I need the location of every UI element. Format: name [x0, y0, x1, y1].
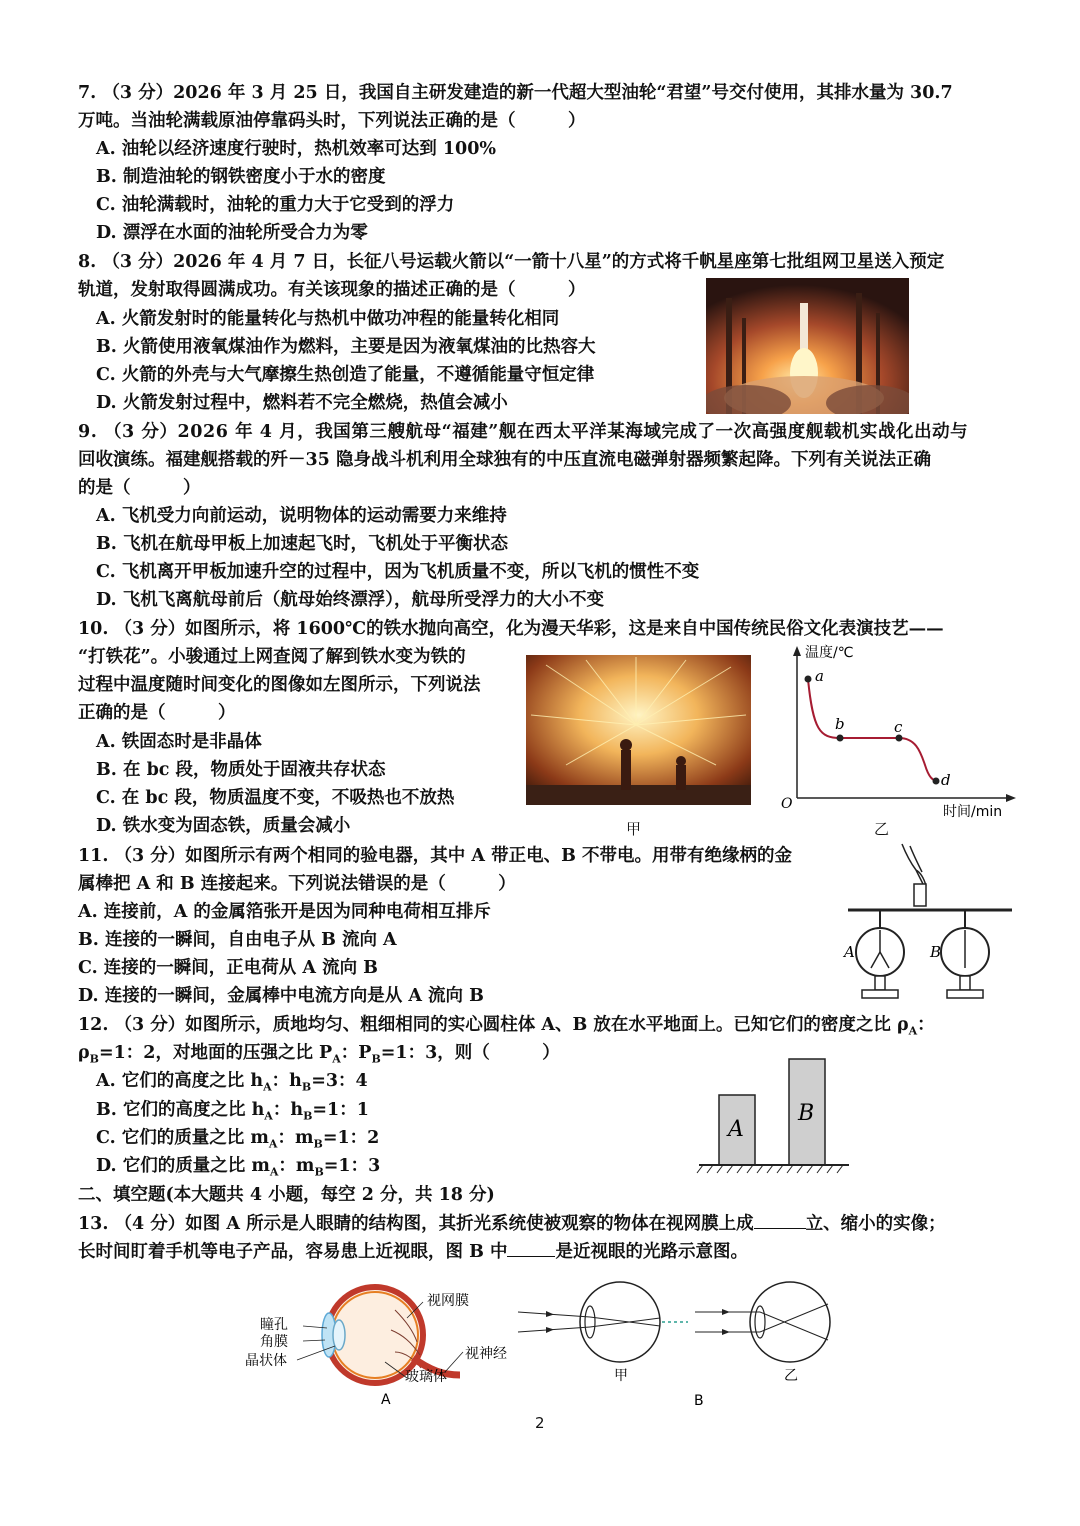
q11-option-c: C. 连接的一瞬间，正电荷从 A 流向 B [78, 958, 378, 978]
point-a [805, 676, 812, 683]
fig-b-label: B [694, 1393, 704, 1409]
q8-option-c: C. 火箭的外壳与大气摩擦生热创造了能量，不遵循能量守恒定律 [96, 365, 595, 385]
label-pupil: 瞳孔 [260, 1317, 288, 1333]
q10-option-c: C. 在 bc 段，物质温度不变，不吸热也不放热 [96, 788, 455, 808]
q11-option-d: D. 连接的一瞬间，金属棒中电流方向是从 A 流向 B [78, 986, 484, 1006]
fig-yi-label: 乙 [784, 1368, 798, 1384]
q13-stem1-end: 立、缩小的实像； [805, 1214, 946, 1234]
q7-stem-line1: 7. （3 分）2026 年 3 月 25 日，我国自主研发建造的新一代超大型油轮“君望”号交付使用，其排水量为 30.7 [78, 83, 953, 103]
q13-stem-line2 [78, 1241, 748, 1263]
q12-option-a: A. 它们的高度之比 $h_A$：$h_B=3$：4 [96, 1071, 368, 1094]
electroscope-a-label: A [844, 943, 855, 961]
q7-option-d: D. 漂浮在水面的油轮所受合力为零 [96, 223, 368, 243]
q10-stem-line2: “打铁花”。小骏通过上网查阅了解到铁水变为铁的 [78, 647, 466, 667]
eye-structure-figure [245, 1280, 525, 1410]
q10-fig-label-yi: 乙 [874, 820, 890, 838]
q9-stem-line3: 的是（ ） [78, 478, 201, 498]
cylinders-figure [695, 1052, 855, 1178]
label-cornea: 角膜 [260, 1334, 288, 1350]
q13-blank-1[interactable] [754, 1214, 806, 1229]
origin-label: O [781, 796, 793, 812]
q10-stem-line3: 过程中温度随时间变化的图像如左图所示，下列说法 [78, 675, 481, 695]
q7-option-a: A. 油轮以经济速度行驶时，热机效率可达到 100% [96, 139, 497, 159]
label-optic-nerve: 视神经 [465, 1346, 507, 1362]
q12-stem2-text: =1：2，对地面的压强之比 P [98, 1043, 333, 1063]
ray-diagram-figure [510, 1272, 850, 1412]
q11-stem-line1: 11. （3 分）如图所示有两个相同的验电器，其中 A 带正电、B 不带电。用带有绝缘柄的金 [78, 846, 792, 866]
q12-rho: ρ [78, 1043, 90, 1063]
q9-option-b: B. 飞机在航母甲板上加速起飞时，飞机处于平衡状态 [96, 534, 508, 554]
q10-option-b: B. 在 bc 段，物质处于固液共存状态 [96, 760, 386, 780]
section-2-heading: 二、填空题(本大题共 4 小题，每空 2 分，共 18 分) [78, 1185, 495, 1205]
q8-option-b: B. 火箭使用液氧煤油作为燃料，主要是因为液氧煤油的比热容大 [96, 337, 596, 357]
label-retina: 视网膜 [427, 1293, 469, 1309]
lens-shape [333, 1320, 345, 1350]
q9-stem-line2: 回收演练。福建舰搭载的歼－35 隐身战斗机利用全球独有的中压直流电磁弹射器频繁起降。下列有关说法正确 [78, 450, 931, 470]
q9-option-c: C. 飞机离开甲板加速升空的过程中，因为飞机质量不变，所以飞机的惯性不变 [96, 562, 700, 582]
q12-option-b: B. 它们的高度之比 $h_A$：$h_B=1$：1 [96, 1100, 369, 1123]
electroscope-b-label: B [930, 943, 942, 961]
q12-stem-colon: ： [917, 1015, 935, 1035]
eye-yi-circle [750, 1282, 830, 1362]
q12-option-c: C. 它们的质量之比 $m_A$：$m_B=1$：2 [96, 1128, 380, 1151]
q12-stem-line2 [78, 1042, 560, 1071]
q10-stem-line4: 正确的是（ ） [78, 703, 236, 723]
q12-stem-line1 [78, 1014, 935, 1043]
point-b [837, 735, 844, 742]
q10-stem-line1: 10. （3 分）如图所示，将 1600℃的铁水抛向高空，化为漫天华彩，这是来自中国传统民俗文化表演技艺—— [78, 619, 944, 639]
q12-stem-text: 12. （3 分）如图所示，质地均匀、粗细相同的实心圆柱体 A、B 放在水平地面上。已知它们的密度之比 ρ [78, 1015, 909, 1035]
cooling-curve [808, 679, 936, 781]
fig-a-label: A [381, 1392, 391, 1408]
q9-option-a: A. 飞机受力向前运动，说明物体的运动需要力来维持 [96, 506, 507, 526]
q12-sub-b: B [89, 1052, 99, 1066]
q12-stem2-end: =1：3，则（ ） [380, 1043, 560, 1063]
cylinder-a-label: A [728, 1117, 744, 1142]
q10-option-d: D. 铁水变为固态铁，质量会减小 [96, 816, 351, 836]
x-axis-label: 时间/min [943, 804, 1003, 820]
fig-jia-label: 甲 [614, 1368, 628, 1384]
x-axis-arrow [1006, 794, 1016, 802]
q13-stem-line1 [78, 1213, 946, 1235]
q7-option-c: C. 油轮满载时，油轮的重力大于它受到的浮力 [96, 195, 455, 215]
iron-flower-photo [526, 655, 751, 805]
label-lens: 晶状体 [245, 1353, 287, 1369]
label-vitreous: 玻璃体 [405, 1369, 447, 1385]
hand-icon [902, 844, 926, 886]
label-a: a [815, 667, 824, 685]
q10-option-a: A. 铁固态时是非晶体 [96, 732, 262, 752]
q13-stem2-text: 长时间盯着手机等电子产品，容易患上近视眼，图 B 中 [78, 1242, 508, 1262]
y-axis-label: 温度/℃ [805, 645, 854, 661]
q12-stem2-colon: ：P [340, 1043, 372, 1063]
label-c: c [894, 718, 903, 736]
q13-stem1-text: 13. （4 分）如图 A 所示是人眼睛的结构图，其折光系统使被观察的物体在视网膜上成 [78, 1214, 754, 1234]
q13-stem2-end: 是近视眼的光路示意图。 [555, 1242, 748, 1262]
label-d: d [941, 771, 951, 789]
q11-option-a: A. 连接前，A 的金属箔张开是因为同种电荷相互排斥 [78, 902, 491, 922]
q12-option-d: D. 它们的质量之比 $m_A$：$m_B=1$：3 [96, 1156, 381, 1179]
q9-stem-line1: 9. （3 分）2026 年 4 月，我国第三艘航母“福建”舰在西太平洋某海域完成了一次高强度舰载机实战化出动与 [78, 422, 969, 442]
q8-option-a: A. 火箭发射时的能量转化与热机中做功冲程的能量转化相同 [96, 309, 560, 329]
q9-option-d: D. 飞机飞离航母前后（航母始终漂浮），航母所受浮力的大小不变 [96, 590, 604, 610]
q7-stem-line2: 万吨。当油轮满载原油停靠码头时，下列说法正确的是（ ） [78, 111, 586, 131]
q8-stem-line2: 轨道，发射取得圆满成功。有关该现象的描述正确的是（ ） [78, 280, 586, 300]
q7-option-b: B. 制造油轮的钢铁密度小于水的密度 [96, 167, 386, 187]
q13-blank-2[interactable] [507, 1242, 555, 1257]
eye-jia-circle [580, 1282, 660, 1362]
q12-sub-pb: B [371, 1052, 381, 1066]
q12-sub-a: A [908, 1024, 918, 1038]
temperature-time-graph [775, 640, 1020, 820]
q11-option-b: B. 连接的一瞬间，自由电子从 B 流向 A [78, 930, 397, 950]
q11-stem-line2: 属棒把 A 和 B 连接起来。下列说法错误的是（ ） [78, 874, 516, 894]
page-number: 2 [535, 1414, 545, 1432]
rocket-launch-photo [706, 278, 909, 414]
q8-stem-line1: 8. （3 分）2026 年 4 月 7 日，长征八号运载火箭以“一箭十八星”的方式将千帆星座第七批组网卫星送入预定 [78, 252, 945, 272]
q10-fig-label-jia: 甲 [626, 820, 642, 838]
point-d [933, 778, 940, 785]
label-b: b [835, 715, 845, 733]
electroscopes-figure [840, 840, 1020, 1010]
insulated-handle [914, 884, 926, 906]
cylinder-b-label: B [798, 1101, 815, 1126]
q8-option-d: D. 火箭发射过程中，燃料若不完全燃烧，热值会减小 [96, 393, 508, 413]
y-axis-arrow [793, 646, 801, 656]
q12-sub-pa: A [332, 1052, 341, 1066]
